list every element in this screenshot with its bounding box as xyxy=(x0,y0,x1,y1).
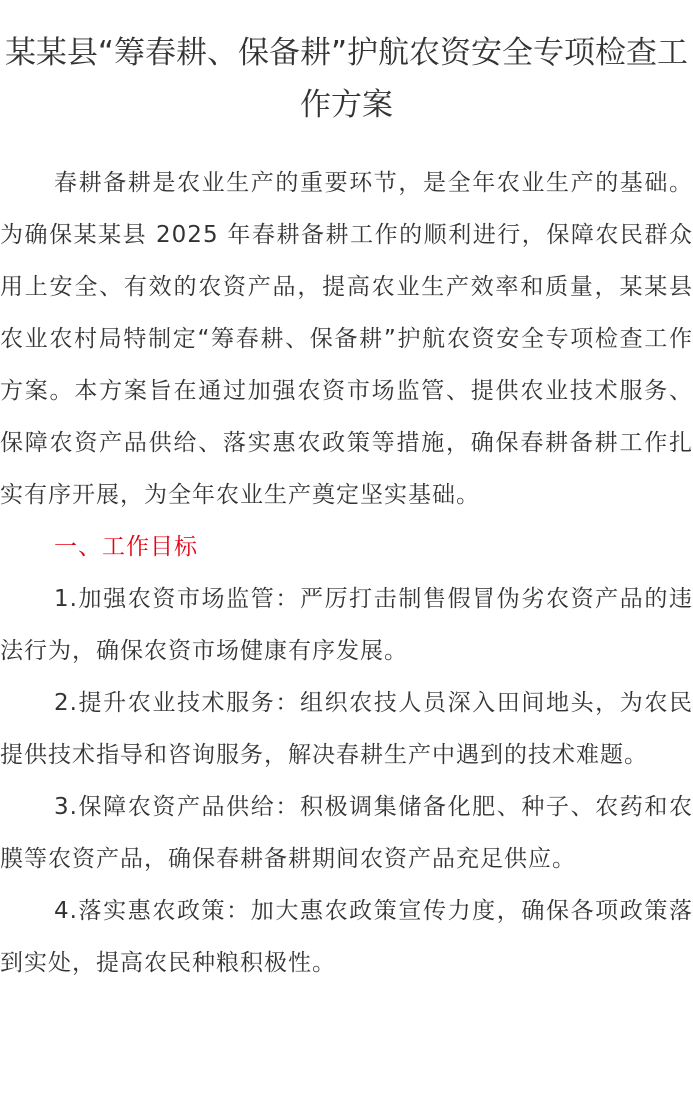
goal-item-1: 1.加强农资市场监管：严厉打击制售假冒伪劣农资产品的违法行为，确保农资市场健康有序发展。 xyxy=(0,586,693,664)
goal-item-3: 3.保障农资产品供给：积极调集储备化肥、种子、农药和农膜等农资产品，确保春耕备耕期间农资产品充足供应。 xyxy=(0,794,693,872)
goal-item-4: 4.落实惠农政策：加大惠农政策宣传力度，确保各项政策落到实处，提高农民种粮积极性。 xyxy=(0,898,693,976)
work-goals-list xyxy=(0,573,693,989)
document-title: 某某县“筹春耕、保备耕”护航农资安全专项检查工作方案 xyxy=(4,35,689,123)
intro-paragraph: 春耕备耕是农业生产的重要环节，是全年农业生产的基础。为确保某某县 2025 年春耕备耕工作的顺利进行，保障农民群众用上安全、有效的农资产品，提高农业生产效率和质量，某某县农业农村局特制定“筹春耕、保备耕”护航农资安全专项检查工作方案。本方案旨在通过加强农资市场监管、提供农业技术服务、保障农资产品供给、落实惠农政策等措施，确保春耕备耕工作扎实有序开展，为全年农业生产奠定坚实基础。 xyxy=(0,170,693,508)
section-heading-work-goals: 一、工作目标 xyxy=(54,534,198,560)
goal-item-2: 2.提升农业技术服务：组织农技人员深入田间地头，为农民提供技术指导和咨询服务，解决春耕生产中遇到的技术难题。 xyxy=(0,690,693,768)
